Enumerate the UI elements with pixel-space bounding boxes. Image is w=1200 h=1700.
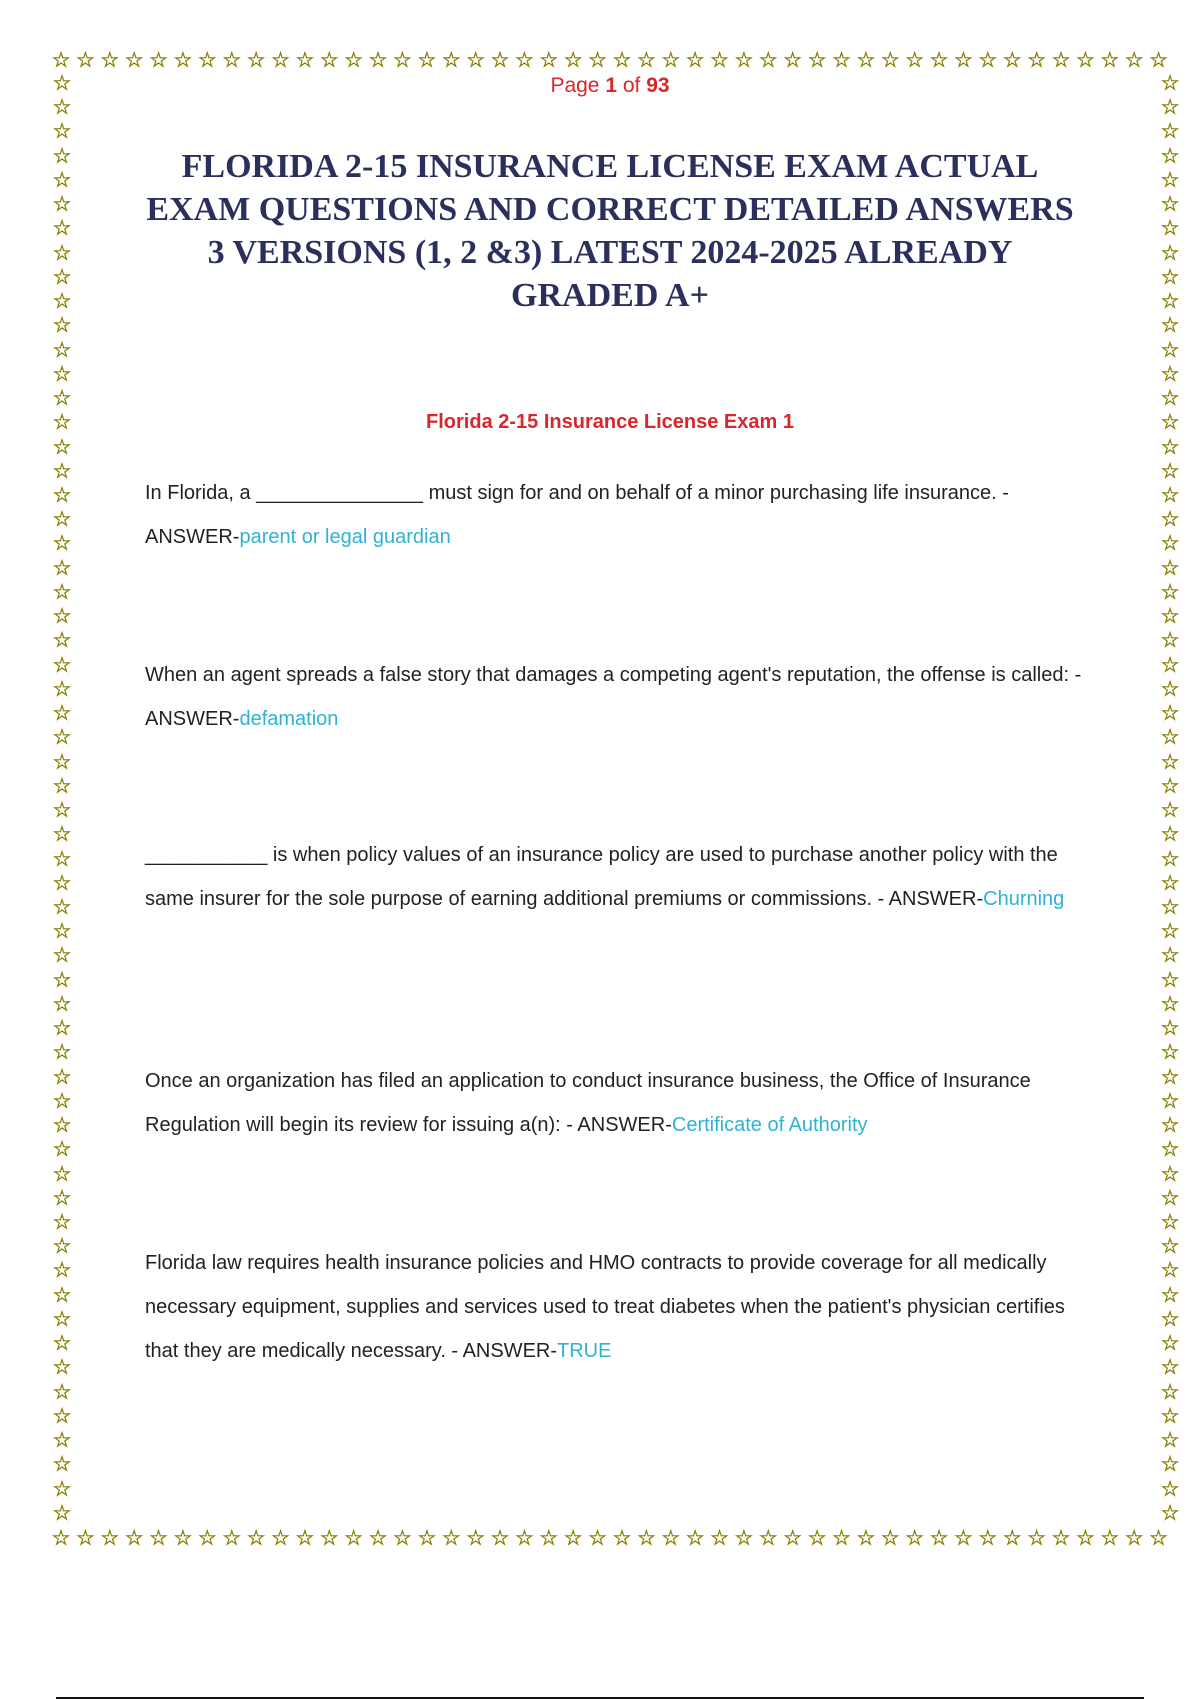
star-icon: ☆ bbox=[1160, 386, 1180, 411]
star-icon: ☆ bbox=[1160, 1258, 1180, 1283]
star-icon: ☆ bbox=[222, 1526, 242, 1550]
answer-label: ANSWER- bbox=[145, 526, 240, 548]
question-text: ___________ is when policy values of an insurance policy are used to purchase another policy with the same insurer for the sole purpose of earning additional premiums or commissions. - bbox=[145, 844, 1058, 910]
star-icon: ☆ bbox=[734, 48, 754, 72]
star-icon: ☆ bbox=[588, 1526, 607, 1550]
star-icon: ☆ bbox=[539, 1526, 559, 1550]
star-icon: ☆ bbox=[52, 313, 72, 338]
star-icon: ☆ bbox=[1149, 48, 1168, 72]
star-icon: ☆ bbox=[1160, 410, 1180, 435]
star-icon: ☆ bbox=[1160, 289, 1180, 314]
star-icon: ☆ bbox=[1160, 676, 1180, 701]
star-icon: ☆ bbox=[832, 1526, 851, 1550]
star-icon: ☆ bbox=[52, 870, 72, 895]
star-icon: ☆ bbox=[905, 1526, 925, 1550]
star-icon: ☆ bbox=[100, 48, 120, 72]
star-icon: ☆ bbox=[1160, 798, 1180, 823]
star-icon: ☆ bbox=[954, 48, 973, 72]
star-icon: ☆ bbox=[149, 1526, 168, 1550]
star-icon: ☆ bbox=[1160, 579, 1180, 604]
star-icon: ☆ bbox=[1160, 361, 1180, 386]
star-icon: ☆ bbox=[52, 967, 72, 992]
star-icon: ☆ bbox=[1160, 119, 1180, 144]
star-icon: ☆ bbox=[1160, 264, 1180, 289]
star-icon: ☆ bbox=[636, 48, 656, 72]
star-icon: ☆ bbox=[563, 48, 583, 72]
star-icon: ☆ bbox=[1160, 1113, 1180, 1138]
star-icon: ☆ bbox=[588, 48, 607, 72]
star-icon: ☆ bbox=[1160, 1040, 1180, 1065]
star-icon: ☆ bbox=[344, 48, 364, 72]
question-block-4 bbox=[145, 1059, 1085, 1147]
star-icon: ☆ bbox=[417, 48, 437, 72]
star-icon: ☆ bbox=[1160, 531, 1180, 556]
star-icon: ☆ bbox=[978, 48, 998, 72]
star-icon: ☆ bbox=[758, 48, 778, 72]
star-icon: ☆ bbox=[929, 1526, 949, 1550]
star-icon: ☆ bbox=[52, 1331, 72, 1356]
star-icon: ☆ bbox=[1160, 604, 1180, 629]
star-icon: ☆ bbox=[734, 1526, 754, 1550]
star-icon: ☆ bbox=[710, 1526, 729, 1550]
star-icon: ☆ bbox=[1160, 313, 1180, 338]
star-icon: ☆ bbox=[1160, 1428, 1180, 1453]
star-icon: ☆ bbox=[1160, 919, 1180, 944]
star-icon: ☆ bbox=[52, 773, 72, 798]
star-icon: ☆ bbox=[52, 337, 72, 362]
star-icon: ☆ bbox=[1160, 943, 1180, 968]
page-number-separator: of bbox=[617, 74, 647, 97]
star-icon: ☆ bbox=[52, 1379, 72, 1404]
star-icon: ☆ bbox=[100, 1526, 120, 1550]
star-icon: ☆ bbox=[612, 48, 632, 72]
star-icon: ☆ bbox=[52, 1137, 72, 1162]
page-bottom-divider bbox=[56, 1697, 1144, 1699]
star-icon: ☆ bbox=[52, 1185, 72, 1210]
answer-label: ANSWER- bbox=[145, 708, 240, 730]
question-text: Florida law requires health insurance policies and HMO contracts to provide coverage for all medically necessary equipment, supplies and services used to treat diabetes when the patient's physician certifies that they are medically necessary. - bbox=[145, 1252, 1065, 1362]
star-icon: ☆ bbox=[661, 1526, 681, 1550]
star-icon: ☆ bbox=[52, 434, 72, 459]
star-icon: ☆ bbox=[52, 95, 72, 120]
star-icon: ☆ bbox=[52, 1476, 72, 1501]
star-icon: ☆ bbox=[880, 48, 900, 72]
star-icon: ☆ bbox=[1160, 1185, 1180, 1210]
star-icon: ☆ bbox=[52, 943, 72, 968]
star-border-left bbox=[51, 72, 73, 1524]
star-icon: ☆ bbox=[52, 531, 72, 556]
star-icon: ☆ bbox=[1160, 1403, 1180, 1428]
star-border-bottom bbox=[50, 1527, 1170, 1549]
star-icon: ☆ bbox=[1160, 337, 1180, 362]
page-number-prefix: Page bbox=[550, 74, 606, 97]
star-icon: ☆ bbox=[1160, 1064, 1180, 1089]
star-icon: ☆ bbox=[52, 216, 72, 241]
star-icon: ☆ bbox=[52, 410, 72, 435]
star-icon: ☆ bbox=[1027, 1526, 1047, 1550]
star-icon: ☆ bbox=[124, 48, 144, 72]
star-icon: ☆ bbox=[52, 143, 72, 168]
document-title: FLORIDA 2-15 INSURANCE LICENSE EXAM ACTUAL EXAM QUESTIONS AND CORRECT DETAILED ANSWERS 3 VERSIONS (1, 2 &3) LATEST 2024-2025 ALREADY GRADED A+ bbox=[146, 148, 1074, 314]
star-icon: ☆ bbox=[52, 386, 72, 411]
question-text: In Florida, a _______________ must sign for and on behalf of a minor purchasing life insurance. - bbox=[145, 482, 1009, 504]
star-icon: ☆ bbox=[51, 48, 71, 72]
page-number-current: 1 bbox=[605, 74, 618, 97]
star-icon: ☆ bbox=[1160, 95, 1180, 120]
star-icon: ☆ bbox=[1002, 48, 1022, 72]
star-icon: ☆ bbox=[466, 1526, 486, 1550]
star-icon: ☆ bbox=[685, 48, 705, 72]
star-icon: ☆ bbox=[685, 1526, 705, 1550]
star-icon: ☆ bbox=[1160, 1210, 1180, 1235]
star-icon: ☆ bbox=[52, 701, 72, 726]
star-icon: ☆ bbox=[52, 1234, 72, 1259]
star-icon: ☆ bbox=[246, 48, 266, 72]
answer-label: ANSWER- bbox=[462, 1340, 558, 1362]
star-icon: ☆ bbox=[344, 1526, 364, 1550]
star-icon: ☆ bbox=[1149, 1526, 1168, 1550]
star-icon: ☆ bbox=[52, 167, 72, 192]
star-icon: ☆ bbox=[490, 1526, 510, 1550]
star-icon: ☆ bbox=[1160, 458, 1180, 483]
star-icon: ☆ bbox=[783, 48, 803, 72]
star-icon: ☆ bbox=[52, 1306, 72, 1331]
star-icon: ☆ bbox=[783, 1526, 803, 1550]
star-icon: ☆ bbox=[515, 1526, 534, 1550]
star-icon: ☆ bbox=[124, 1526, 144, 1550]
star-icon: ☆ bbox=[1051, 48, 1071, 72]
star-icon: ☆ bbox=[1160, 1282, 1180, 1307]
star-icon: ☆ bbox=[52, 1161, 72, 1186]
star-icon: ☆ bbox=[368, 1526, 388, 1550]
star-icon: ☆ bbox=[1160, 1452, 1180, 1477]
star-icon: ☆ bbox=[52, 749, 72, 774]
star-icon: ☆ bbox=[636, 1526, 656, 1550]
question-block-1 bbox=[145, 471, 1085, 559]
star-icon: ☆ bbox=[515, 48, 534, 72]
star-icon: ☆ bbox=[52, 798, 72, 823]
star-icon: ☆ bbox=[466, 48, 486, 72]
star-icon: ☆ bbox=[75, 48, 95, 72]
star-icon: ☆ bbox=[368, 48, 388, 72]
star-icon: ☆ bbox=[563, 1526, 583, 1550]
star-icon: ☆ bbox=[52, 1258, 72, 1283]
star-icon: ☆ bbox=[1160, 1355, 1180, 1380]
star-icon: ☆ bbox=[52, 628, 72, 653]
star-icon: ☆ bbox=[52, 604, 72, 629]
star-icon: ☆ bbox=[149, 48, 168, 72]
star-icon: ☆ bbox=[52, 1452, 72, 1477]
star-icon: ☆ bbox=[52, 264, 72, 289]
star-icon: ☆ bbox=[1160, 143, 1180, 168]
star-icon: ☆ bbox=[929, 48, 949, 72]
star-icon: ☆ bbox=[1160, 1331, 1180, 1356]
star-icon: ☆ bbox=[1160, 434, 1180, 459]
star-icon: ☆ bbox=[52, 846, 72, 871]
question-block-5 bbox=[145, 1241, 1085, 1373]
star-icon: ☆ bbox=[1160, 216, 1180, 241]
page-number-total: 93 bbox=[646, 74, 670, 97]
star-icon: ☆ bbox=[52, 652, 72, 677]
star-icon: ☆ bbox=[1160, 1161, 1180, 1186]
star-icon: ☆ bbox=[52, 482, 72, 507]
star-icon: ☆ bbox=[1100, 48, 1120, 72]
star-icon: ☆ bbox=[1160, 1234, 1180, 1259]
star-icon: ☆ bbox=[1160, 71, 1180, 95]
star-icon: ☆ bbox=[271, 1526, 290, 1550]
star-icon: ☆ bbox=[52, 1064, 72, 1089]
star-icon: ☆ bbox=[1075, 48, 1095, 72]
star-icon: ☆ bbox=[1124, 48, 1144, 72]
answer-label: ANSWER- bbox=[888, 888, 984, 910]
star-icon: ☆ bbox=[1160, 701, 1180, 726]
star-icon: ☆ bbox=[1160, 846, 1180, 871]
star-icon: ☆ bbox=[1160, 991, 1180, 1016]
star-icon: ☆ bbox=[978, 1526, 998, 1550]
star-icon: ☆ bbox=[393, 1526, 412, 1550]
star-icon: ☆ bbox=[905, 48, 925, 72]
star-icon: ☆ bbox=[52, 1428, 72, 1453]
star-icon: ☆ bbox=[271, 48, 290, 72]
star-icon: ☆ bbox=[1160, 192, 1180, 217]
star-icon: ☆ bbox=[52, 1282, 72, 1307]
star-icon: ☆ bbox=[539, 48, 559, 72]
question-block-3 bbox=[145, 833, 1085, 921]
star-icon: ☆ bbox=[319, 48, 339, 72]
star-icon: ☆ bbox=[417, 1526, 437, 1550]
answer-text: TRUE bbox=[557, 1340, 612, 1362]
star-icon: ☆ bbox=[1160, 628, 1180, 653]
star-icon: ☆ bbox=[52, 1403, 72, 1428]
star-icon: ☆ bbox=[1051, 1526, 1071, 1550]
star-icon: ☆ bbox=[52, 919, 72, 944]
star-icon: ☆ bbox=[1160, 1088, 1180, 1113]
star-icon: ☆ bbox=[1160, 1476, 1180, 1501]
star-icon: ☆ bbox=[441, 48, 461, 72]
star-icon: ☆ bbox=[710, 48, 729, 72]
answer-text: defamation bbox=[239, 708, 339, 730]
star-icon: ☆ bbox=[52, 1210, 72, 1235]
star-icon: ☆ bbox=[1160, 652, 1180, 677]
star-icon: ☆ bbox=[52, 725, 72, 750]
star-icon: ☆ bbox=[52, 822, 72, 847]
star-icon: ☆ bbox=[393, 48, 412, 72]
star-icon: ☆ bbox=[52, 192, 72, 217]
star-icon: ☆ bbox=[197, 1526, 217, 1550]
answer-label: ANSWER- bbox=[577, 1114, 672, 1136]
star-icon: ☆ bbox=[52, 1016, 72, 1041]
star-icon: ☆ bbox=[52, 119, 72, 144]
answer-text: Certificate of Authority bbox=[671, 1114, 868, 1136]
star-icon: ☆ bbox=[1160, 482, 1180, 507]
star-icon: ☆ bbox=[173, 48, 193, 72]
star-icon: ☆ bbox=[1100, 1526, 1120, 1550]
star-icon: ☆ bbox=[1075, 1526, 1095, 1550]
star-icon: ☆ bbox=[1160, 1306, 1180, 1331]
star-icon: ☆ bbox=[246, 1526, 266, 1550]
star-icon: ☆ bbox=[222, 48, 242, 72]
star-icon: ☆ bbox=[880, 1526, 900, 1550]
star-icon: ☆ bbox=[52, 991, 72, 1016]
star-icon: ☆ bbox=[1160, 240, 1180, 265]
star-icon: ☆ bbox=[1160, 1016, 1180, 1041]
star-icon: ☆ bbox=[1160, 725, 1180, 750]
star-icon: ☆ bbox=[1160, 894, 1180, 919]
star-icon: ☆ bbox=[52, 555, 72, 580]
star-icon: ☆ bbox=[52, 1113, 72, 1138]
star-icon: ☆ bbox=[1160, 870, 1180, 895]
star-icon: ☆ bbox=[1160, 555, 1180, 580]
star-icon: ☆ bbox=[295, 1526, 315, 1550]
star-icon: ☆ bbox=[173, 1526, 193, 1550]
star-icon: ☆ bbox=[52, 1088, 72, 1113]
star-icon: ☆ bbox=[319, 1526, 339, 1550]
star-icon: ☆ bbox=[52, 676, 72, 701]
star-icon: ☆ bbox=[52, 507, 72, 532]
star-icon: ☆ bbox=[1160, 1137, 1180, 1162]
question-text: When an agent spreads a false story that damages a competing agent's reputation, the offense is called: - bbox=[145, 664, 1082, 686]
star-icon: ☆ bbox=[1027, 48, 1047, 72]
star-icon: ☆ bbox=[52, 1355, 72, 1380]
page-number bbox=[0, 71, 1200, 98]
star-icon: ☆ bbox=[52, 579, 72, 604]
answer-text: Churning bbox=[983, 888, 1065, 910]
star-icon: ☆ bbox=[75, 1526, 95, 1550]
answer-text: parent or legal guardian bbox=[239, 526, 451, 548]
star-icon: ☆ bbox=[832, 48, 851, 72]
star-icon: ☆ bbox=[52, 289, 72, 314]
star-icon: ☆ bbox=[52, 361, 72, 386]
star-border-top bbox=[50, 49, 1170, 71]
star-icon: ☆ bbox=[52, 1500, 72, 1525]
star-icon: ☆ bbox=[52, 1040, 72, 1065]
star-icon: ☆ bbox=[52, 240, 72, 265]
question-block-2 bbox=[145, 653, 1085, 741]
star-icon: ☆ bbox=[1160, 773, 1180, 798]
star-border-right bbox=[1159, 72, 1181, 1524]
star-icon: ☆ bbox=[1002, 1526, 1022, 1550]
star-icon: ☆ bbox=[441, 1526, 461, 1550]
star-icon: ☆ bbox=[1124, 1526, 1144, 1550]
star-icon: ☆ bbox=[490, 48, 510, 72]
star-icon: ☆ bbox=[1160, 749, 1180, 774]
star-icon: ☆ bbox=[807, 1526, 827, 1550]
star-icon: ☆ bbox=[52, 71, 72, 95]
star-icon: ☆ bbox=[954, 1526, 973, 1550]
star-icon: ☆ bbox=[856, 1526, 876, 1550]
star-icon: ☆ bbox=[807, 48, 827, 72]
star-icon: ☆ bbox=[51, 1526, 71, 1550]
star-icon: ☆ bbox=[1160, 507, 1180, 532]
star-icon: ☆ bbox=[52, 458, 72, 483]
star-icon: ☆ bbox=[612, 1526, 632, 1550]
star-icon: ☆ bbox=[661, 48, 681, 72]
star-icon: ☆ bbox=[1160, 967, 1180, 992]
star-icon: ☆ bbox=[758, 1526, 778, 1550]
star-icon: ☆ bbox=[295, 48, 315, 72]
section-heading: Florida 2-15 Insurance License Exam 1 bbox=[426, 411, 794, 433]
star-icon: ☆ bbox=[1160, 167, 1180, 192]
star-icon: ☆ bbox=[52, 894, 72, 919]
star-icon: ☆ bbox=[197, 48, 217, 72]
question-text: Once an organization has filed an application to conduct insurance business, the Office of Insurance Regulation will begin its review for issuing a(n): - bbox=[145, 1070, 1031, 1136]
star-icon: ☆ bbox=[1160, 1379, 1180, 1404]
star-icon: ☆ bbox=[856, 48, 876, 72]
star-icon: ☆ bbox=[1160, 1500, 1180, 1525]
star-icon: ☆ bbox=[1160, 822, 1180, 847]
